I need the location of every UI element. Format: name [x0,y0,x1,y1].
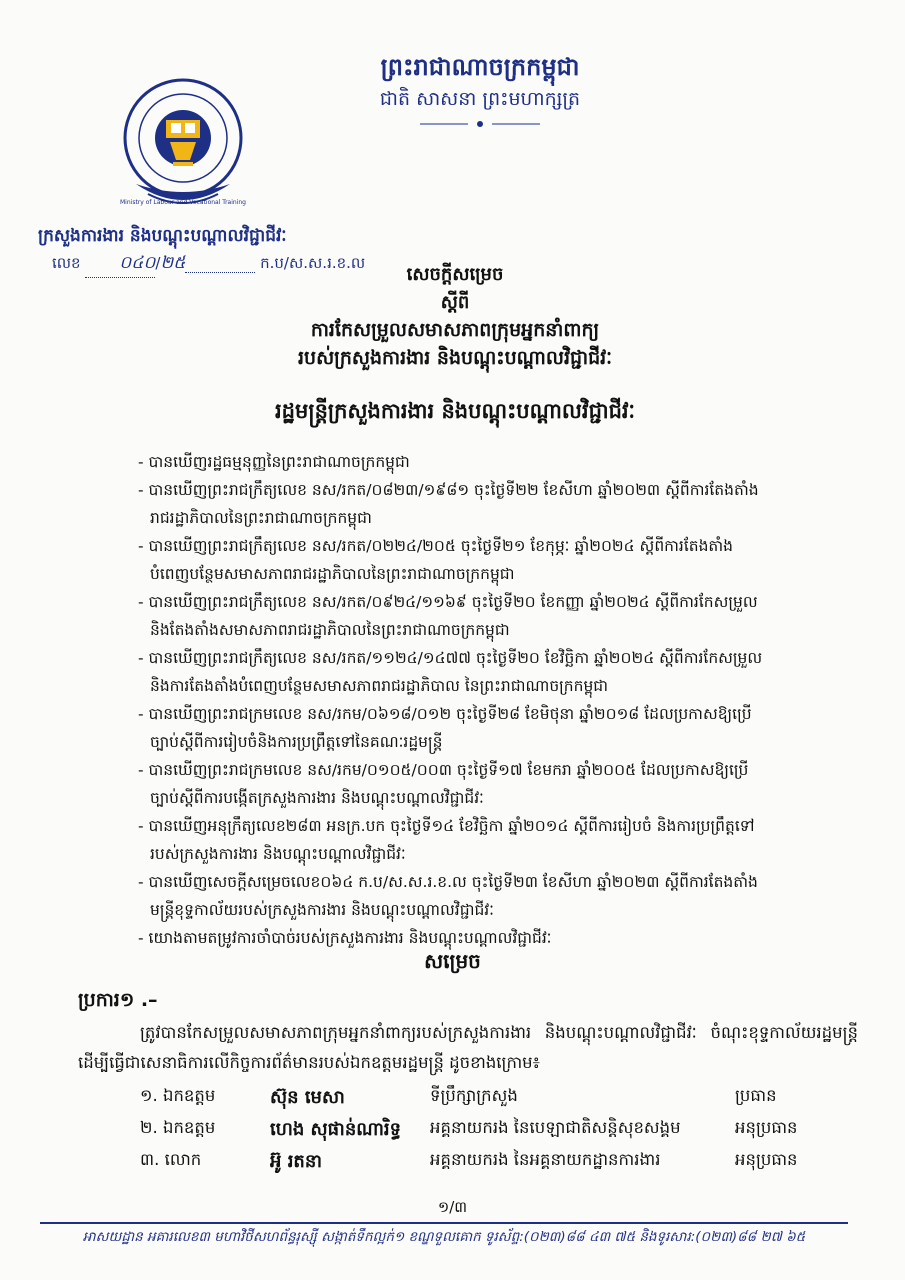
list-item: ច្បាប់ស្តីពីការបង្កើតក្រសួងការងារ និងបណ្តុះបណ្តាលវិជ្ជាជីវៈ [150,789,484,807]
footer-address: អាសយដ្ឋាន អគារលេខ៣ មហាវិថីសហព័ន្ធរុស្ស៊ី សង្កាត់ទឹកល្អក់១ ខណ្ឌទួលគោក ទូរស័ព្ទ:(០២៣)៨៨ ៤៣ ៧៥ និងទូរសារ:(០២៣)៨៨ ២៧ ៦៥ [82,1229,806,1245]
member-number: ២. ឯកឧត្តម [140,1118,216,1137]
member-position: អគ្គនាយករង នៃអគ្គនាយកដ្ឋានការងារ [430,1150,661,1169]
list-item: មន្ត្រីខុទ្ទកាល័យរបស់ក្រសួងការងារ និងបណ្តុះបណ្តាលវិជ្ជាជីវៈ [150,901,494,919]
list-item: របស់ក្រសួងការងារ និងបណ្តុះបណ្តាលវិជ្ជាជីវៈ [150,845,406,863]
list-item: - បានឃើញរដ្ឋធម្មនុញ្ញនៃព្រះរាជាណាចក្រកម្ពុជា [138,453,410,471]
title-about: ស្តីពី [440,292,470,313]
page-number: ១/៣ [437,1198,468,1216]
list-item: និងតែងតាំងសមាសភាពរាជរដ្ឋាភិបាលនៃព្រះរាជាណាចក្រកម្ពុជា [150,621,510,639]
issuer-title: រដ្ឋមន្ត្រីក្រសួងការងារ និងបណ្តុះបណ្តាលវិជ្ជាជីវៈ [275,399,635,423]
kingdom-header [330,50,630,133]
list-item: បំពេញបន្ថែមសមាសភាពរាជរដ្ឋាភិបាលនៃព្រះរាជាណាចក្រកម្ពុជា [150,565,515,583]
ref-year: ២៥ [160,253,186,273]
list-item: - បានឃើញព្រះរាជក្រឹត្យលេខ នស/រកត/០២២៤/២០៥ ចុះថ្ងៃទី២១ ខែកុម្ភៈ ឆ្នាំ២០២៤ ស្តីពីការតែងតាំង [138,537,734,555]
ref-code: ក.ប/ស.ស.រ.ខ.ល [260,254,366,272]
member-role: ប្រធាន [735,1086,777,1105]
list-item: - បានឃើញព្រះរាជក្រមលេខ នស/រកម/០៦១៨/០១២ ចុះថ្ងៃទី២៨ ខែមិថុនា ឆ្នាំ២០១៨ ដែលប្រកាសឱ្យប្រើ [138,705,752,723]
logo-text: Ministry of Labour and Vocational Training [120,199,246,206]
list-item: ច្បាប់ស្តីពីការរៀបចំនិងការប្រព្រឹត្តទៅនៃគណៈរដ្ឋមន្ត្រី [150,733,443,751]
list-item: និងការតែងតាំងបំពេញបន្ថែមសមាសភាពរាជរដ្ឋាភិបាល នៃព្រះរាជាណាចក្រកម្ពុជា [150,677,609,695]
title-subject-2: របស់ក្រសួងការងារ និងបណ្តុះបណ្តាលវិជ្ជាជីវៈ [297,347,613,369]
article-body: ត្រូវបានកែសម្រួលសមាសភាពក្រុមអ្នកនាំពាក្យរបស់ក្រសួងការងារ និងបណ្តុះបណ្តាលវិជ្ជាជីវៈ ចំណុះខុទ្ទកាល័យរដ្ឋមន្ត្រី ដើម្បីធ្វើជាសេនាធិការលើកិច្ចការព័ត៌មានរបស់ឯកឧត្តមរដ្ឋមន្ត្រី ដូចខាងក្រោម៖ [78,1023,858,1072]
ref-label: លេខ [52,254,81,272]
ref-number: ០៤០ [119,253,156,273]
issuing-ministry: ក្រសួងការងារ និងបណ្តុះបណ្តាលវិជ្ជាជីវៈ [38,226,287,246]
title-subject: ការកែសម្រួលសមាសភាពក្រុមអ្នកនាំពាក្យ [310,319,600,341]
member-role: អនុប្រធាន [735,1150,798,1169]
ministry-logo [118,76,248,218]
list-item: - យោងតាមតម្រូវការចាំបាច់របស់ក្រសួងការងារ និងបណ្តុះបណ្តាលវិជ្ជាជីវៈ [138,929,552,947]
member-role: អនុប្រធាន [735,1118,798,1137]
decision-heading: សម្រេច [424,949,481,973]
document-title: សេចក្តីសម្រេច [406,264,504,285]
table-row [140,1114,865,1146]
footer-divider [40,1222,848,1224]
member-position: អគ្គនាយករង នៃបេឡាជាតិសន្តិសុខសង្គម [430,1118,681,1137]
list-item: - បានឃើញព្រះរាជក្រឹត្យលេខ នស/រកត/០៨២៣/១៩៨១ ចុះថ្ងៃទី២២ ខែសីហា ឆ្នាំ២០២៣ ស្តីពីការតែងតាំង [138,481,759,499]
members-table [140,1082,865,1178]
list-item: - បានឃើញព្រះរាជក្រមលេខ នស/រកម/០១០៥/០០៣ ចុះថ្ងៃទី១៧ ខែមករា ឆ្នាំ២០០៥ ដែលប្រកាសឱ្យប្រើ [138,761,749,779]
article-label: ប្រការ១ .– [78,989,158,1011]
ornament-divider [420,119,540,129]
kingdom-name: ព្រះរាជាណាចក្រកម្ពុជា [380,52,580,81]
member-name: អ៊ូ រតនា [270,1150,322,1172]
member-name: ហេង សុផាន់ណារិទ្ធ [270,1118,402,1140]
member-number: ១. ឯកឧត្តម [140,1086,216,1105]
member-number: ៣. លោក [140,1150,202,1169]
list-item: រាជរដ្ឋាភិបាលនៃព្រះរាជាណាចក្រកម្ពុជា [150,509,372,527]
list-item: - បានឃើញព្រះរាជក្រឹត្យលេខ នស/រកត/១១២៤/១៤៧៧ ចុះថ្ងៃទី២០ ខែវិច្ឆិកា ឆ្នាំ២០២៤ ស្តីពីការកែសម្រួល [138,649,763,667]
table-row [140,1146,865,1178]
reference-number: លេខ ០៤០/២៥ ក.ប/ស.ស.រ.ខ.ល [52,252,365,278]
national-motto: ជាតិ សាសនា ព្រះមហាក្សត្រ [379,88,581,110]
list-item: - បានឃើញសេចក្តីសម្រេចលេខ០៦៤ ក.ប/ស.ស.រ.ខ.ល ចុះថ្ងៃទី២៣ ខែសីហា ឆ្នាំ២០២៣ ស្តីពីការតែងតាំង [138,873,758,891]
member-position: ទីប្រឹក្សាក្រសួង [430,1086,518,1105]
list-item: - បានឃើញព្រះរាជក្រឹត្យលេខ នស/រកត/០៩២៤/១១៦៩ ចុះថ្ងៃទី២០ ខែកញ្ញា ឆ្នាំ២០២៤ ស្តីពីការកែសម្រួល [138,593,758,611]
considerations-list [138,448,858,952]
table-row [140,1082,865,1114]
list-item: - បានឃើញអនុក្រឹត្យលេខ២៨៣ អនក្រ.បក ចុះថ្ងៃទី១៤ ខែវិច្ឆិកា ឆ្នាំ២០១៤ ស្តីពីការរៀបចំ និងការប្រព្រឹត្តទៅ [138,817,755,835]
member-name: ស៊ុន មេសា [270,1086,345,1108]
